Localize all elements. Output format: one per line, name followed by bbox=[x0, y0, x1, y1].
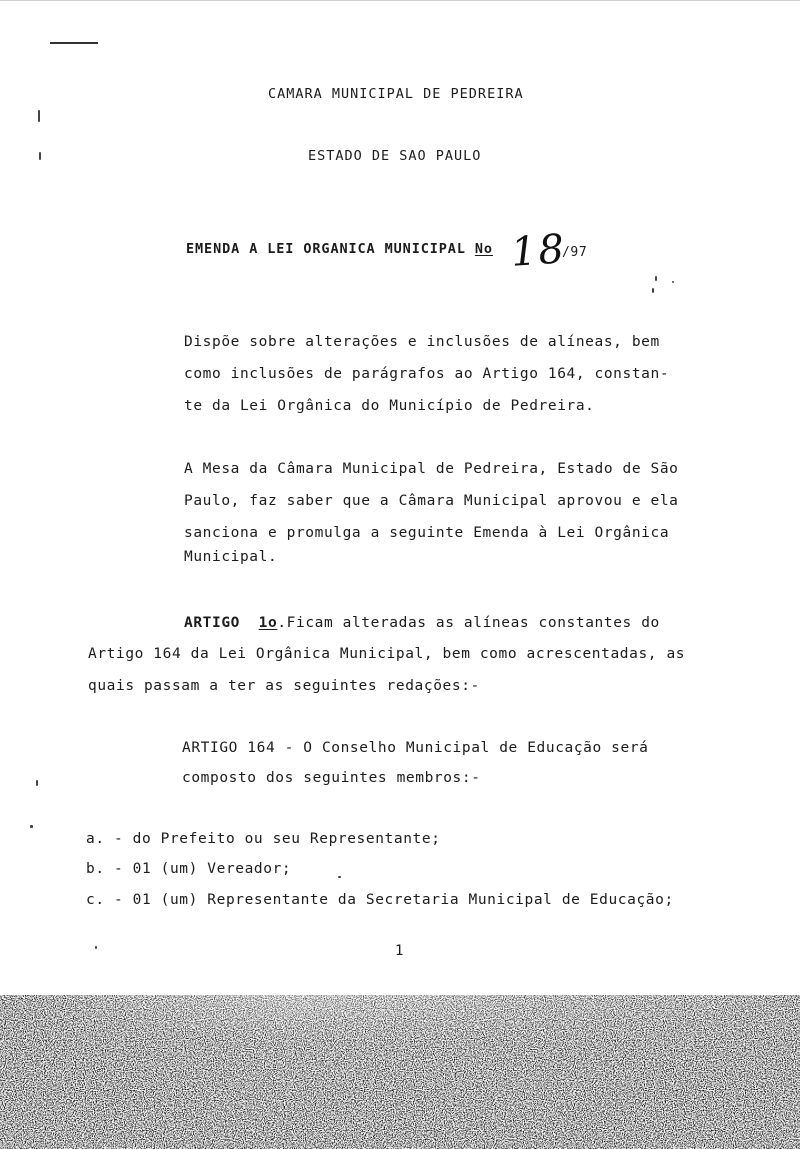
scan-mark bbox=[50, 42, 98, 44]
artigo1-line-1-rest: .Ficam alteradas as alíneas constantes do bbox=[277, 615, 660, 631]
artigo1-line-2: Artigo 164 da Lei Orgânica Municipal, bem como acrescentadas, as bbox=[88, 646, 686, 662]
artigo1-line-3: quais passam a ter as seguintes redações:- bbox=[88, 678, 480, 694]
amendment-year: /97 bbox=[562, 245, 588, 260]
artigo1-number: 1o bbox=[258, 615, 278, 631]
header-chamber: CAMARA MUNICIPAL DE PEDREIRA bbox=[268, 86, 524, 102]
preamble-line-3: sanciona e promulga a seguinte Emenda à Lei Orgânica bbox=[184, 525, 670, 541]
artigo1-line-1 bbox=[184, 615, 660, 631]
artigo164-line-1: ARTIGO 164 - O Conselho Municipal de Educação será bbox=[182, 740, 649, 756]
list-item-c: c. - 01 (um) Representante da Secretaria Municipal de Educação; bbox=[86, 892, 674, 908]
amendment-title-prefix: EMENDA A LEI ORGANICA MUNICIPAL bbox=[186, 241, 475, 257]
handwritten-number: 18 bbox=[509, 226, 568, 276]
artigo164-line-2: composto dos seguintes membros:- bbox=[182, 770, 481, 786]
summary-line-3: te da Lei Orgânica do Município de Pedreira. bbox=[184, 398, 595, 414]
scan-top-edge bbox=[0, 0, 800, 1]
artigo1-label: ARTIGO bbox=[184, 615, 240, 631]
header-state: ESTADO DE SAO PAULO bbox=[308, 148, 482, 164]
summary-line-1: Dispõe sobre alterações e inclusões de alíneas, bem bbox=[184, 334, 660, 350]
amendment-title bbox=[186, 241, 493, 257]
summary-line-2: como inclusões de parágrafos ao Artigo 164, constan- bbox=[184, 366, 670, 382]
list-item-b: b. - 01 (um) Vereador; bbox=[86, 861, 292, 877]
list-item-a: a. - do Prefeito ou seu Representante; bbox=[86, 831, 441, 847]
preamble-line-4: Municipal. bbox=[184, 549, 278, 565]
preamble-line-2: Paulo, faz saber que a Câmara Municipal aprovou e ela bbox=[184, 493, 679, 509]
preamble-line-1: A Mesa da Câmara Municipal de Pedreira, Estado de São bbox=[184, 461, 679, 477]
scan-noise-band bbox=[0, 995, 800, 1149]
page-number: 1 bbox=[395, 943, 405, 959]
amendment-no-label: No bbox=[474, 241, 493, 257]
